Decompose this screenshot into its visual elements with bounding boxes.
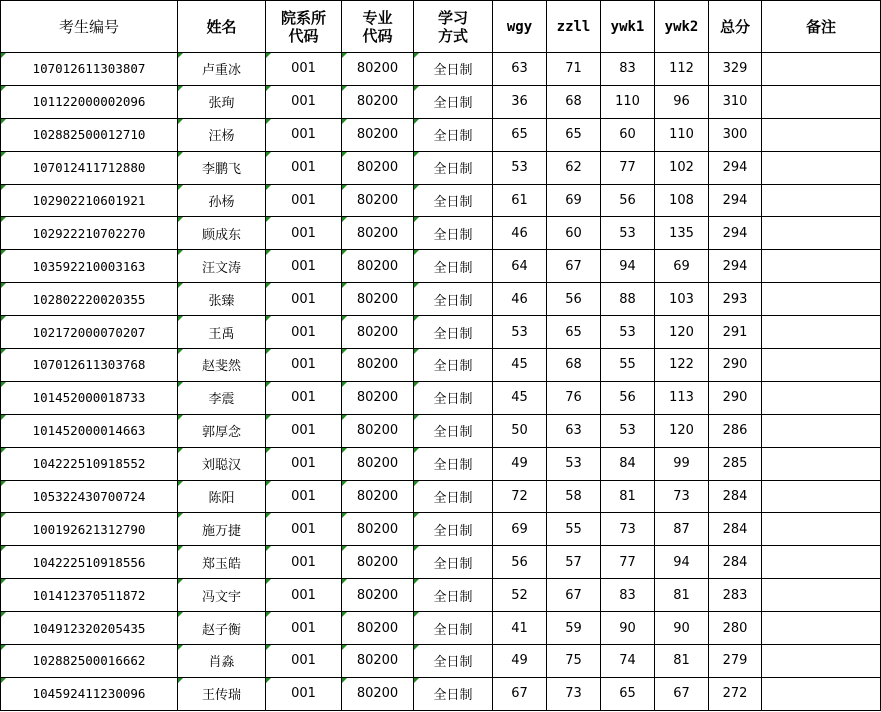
table-row <box>1 283 881 316</box>
cell-dept-code[interactable]: 001 <box>266 283 342 316</box>
header-exam-id[interactable]: 考生编号 <box>1 1 178 53</box>
cell-ywk1[interactable]: 77 <box>601 151 655 184</box>
cell-ywk1[interactable]: 90 <box>601 612 655 645</box>
cell-dept-code[interactable]: 001 <box>266 381 342 414</box>
cell-wgy[interactable]: 61 <box>493 184 547 217</box>
cell-zzll[interactable]: 67 <box>547 250 601 283</box>
cell-ywk2[interactable]: 94 <box>655 546 709 579</box>
cell-dept-code[interactable]: 001 <box>266 612 342 645</box>
cell-zzll[interactable]: 69 <box>547 184 601 217</box>
cell-total[interactable]: 294 <box>709 250 762 283</box>
cell-major-code[interactable]: 80200 <box>342 645 414 678</box>
cell-exam-id[interactable]: 105322430700724 <box>1 480 178 513</box>
cell-ywk1[interactable]: 53 <box>601 316 655 349</box>
cell-name[interactable]: 刘聪汉 <box>178 447 266 480</box>
cell-ywk1[interactable]: 65 <box>601 677 655 710</box>
cell-ywk1[interactable]: 110 <box>601 85 655 118</box>
cell-dept-code[interactable]: 001 <box>266 316 342 349</box>
cell-dept-code[interactable]: 001 <box>266 85 342 118</box>
cell-study-mode[interactable]: 全日制 <box>414 414 493 447</box>
cell-exam-id[interactable]: 107012411712880 <box>1 151 178 184</box>
cell-ywk1[interactable]: 55 <box>601 349 655 382</box>
table-row <box>1 118 881 151</box>
cell-total[interactable]: 294 <box>709 217 762 250</box>
cell-zzll[interactable]: 59 <box>547 612 601 645</box>
table-row <box>1 217 881 250</box>
cell-dept-code[interactable]: 001 <box>266 217 342 250</box>
header-major-code[interactable] <box>342 1 414 53</box>
cell-exam-id[interactable]: 103592210003163 <box>1 250 178 283</box>
cell-major-code[interactable]: 80200 <box>342 283 414 316</box>
table-row <box>1 480 881 513</box>
cell-wgy[interactable]: 45 <box>493 349 547 382</box>
cell-zzll[interactable]: 60 <box>547 217 601 250</box>
cell-major-code[interactable]: 80200 <box>342 612 414 645</box>
cell-study-mode[interactable]: 全日制 <box>414 677 493 710</box>
cell-ywk2[interactable]: 110 <box>655 118 709 151</box>
cell-remark[interactable] <box>762 612 881 645</box>
table-row <box>1 151 881 184</box>
table-row <box>1 612 881 645</box>
cell-remark[interactable] <box>762 118 881 151</box>
cell-zzll[interactable]: 56 <box>547 283 601 316</box>
cell-remark[interactable] <box>762 316 881 349</box>
cell-ywk1[interactable]: 83 <box>601 579 655 612</box>
cell-zzll[interactable]: 68 <box>547 349 601 382</box>
cell-ywk2[interactable]: 96 <box>655 85 709 118</box>
cell-zzll[interactable]: 58 <box>547 480 601 513</box>
cell-major-code[interactable]: 80200 <box>342 381 414 414</box>
cell-name[interactable]: 郭厚念 <box>178 414 266 447</box>
cell-name[interactable]: 汪杨 <box>178 118 266 151</box>
cell-zzll[interactable]: 57 <box>547 546 601 579</box>
cell-wgy[interactable]: 46 <box>493 283 547 316</box>
cell-study-mode[interactable]: 全日制 <box>414 217 493 250</box>
cell-ywk2[interactable]: 135 <box>655 217 709 250</box>
cell-total[interactable]: 291 <box>709 316 762 349</box>
cell-total[interactable]: 293 <box>709 283 762 316</box>
header-study-mode[interactable] <box>414 1 493 53</box>
cell-ywk2[interactable]: 99 <box>655 447 709 480</box>
cell-name[interactable]: 郑玉皓 <box>178 546 266 579</box>
cell-remark[interactable] <box>762 546 881 579</box>
table-row <box>1 53 881 86</box>
cell-major-code[interactable]: 80200 <box>342 349 414 382</box>
cell-study-mode[interactable]: 全日制 <box>414 250 493 283</box>
cell-dept-code[interactable]: 001 <box>266 349 342 382</box>
cell-ywk1[interactable]: 74 <box>601 645 655 678</box>
cell-remark[interactable] <box>762 381 881 414</box>
cell-ywk2[interactable]: 67 <box>655 677 709 710</box>
cell-dept-code[interactable]: 001 <box>266 414 342 447</box>
cell-total[interactable]: 279 <box>709 645 762 678</box>
cell-wgy[interactable]: 72 <box>493 480 547 513</box>
cell-name[interactable]: 陈阳 <box>178 480 266 513</box>
cell-total[interactable]: 284 <box>709 480 762 513</box>
cell-total[interactable]: 294 <box>709 184 762 217</box>
header-row <box>1 1 881 53</box>
cell-exam-id[interactable]: 100192621312790 <box>1 513 178 546</box>
cell-major-code[interactable]: 80200 <box>342 316 414 349</box>
cell-wgy[interactable]: 64 <box>493 250 547 283</box>
cell-ywk1[interactable]: 56 <box>601 381 655 414</box>
cell-zzll[interactable]: 65 <box>547 316 601 349</box>
header-major-code-label: 专业代码 <box>362 8 393 45</box>
header-study-mode-label: 学习方式 <box>437 8 468 45</box>
cell-study-mode[interactable]: 全日制 <box>414 316 493 349</box>
cell-ywk2[interactable]: 81 <box>655 645 709 678</box>
cell-total[interactable]: 300 <box>709 118 762 151</box>
cell-name[interactable]: 赵子衡 <box>178 612 266 645</box>
cell-exam-id[interactable]: 104222510918556 <box>1 546 178 579</box>
cell-major-code[interactable]: 80200 <box>342 480 414 513</box>
cell-remark[interactable] <box>762 645 881 678</box>
cell-study-mode[interactable]: 全日制 <box>414 612 493 645</box>
cell-exam-id[interactable]: 102802220020355 <box>1 283 178 316</box>
cell-major-code[interactable]: 80200 <box>342 85 414 118</box>
cell-wgy[interactable]: 67 <box>493 677 547 710</box>
cell-study-mode[interactable]: 全日制 <box>414 579 493 612</box>
cell-remark[interactable] <box>762 480 881 513</box>
cell-remark[interactable] <box>762 283 881 316</box>
cell-major-code[interactable]: 80200 <box>342 217 414 250</box>
header-dept-code-label: 院系所代码 <box>280 8 326 45</box>
cell-remark[interactable] <box>762 349 881 382</box>
cell-name[interactable]: 卢重冰 <box>178 53 266 86</box>
cell-study-mode[interactable]: 全日制 <box>414 513 493 546</box>
cell-ywk2[interactable]: 108 <box>655 184 709 217</box>
header-dept-code[interactable] <box>266 1 342 53</box>
cell-study-mode[interactable]: 全日制 <box>414 151 493 184</box>
cell-ywk2[interactable]: 87 <box>655 513 709 546</box>
cell-name[interactable]: 孙杨 <box>178 184 266 217</box>
cell-ywk2[interactable]: 120 <box>655 414 709 447</box>
cell-total[interactable]: 310 <box>709 85 762 118</box>
cell-major-code[interactable]: 80200 <box>342 151 414 184</box>
cell-name[interactable]: 李震 <box>178 381 266 414</box>
cell-name[interactable]: 汪文涛 <box>178 250 266 283</box>
cell-zzll[interactable]: 63 <box>547 414 601 447</box>
cell-wgy[interactable]: 69 <box>493 513 547 546</box>
cell-total[interactable]: 290 <box>709 349 762 382</box>
cell-wgy[interactable]: 56 <box>493 546 547 579</box>
table-row <box>1 184 881 217</box>
cell-major-code[interactable]: 80200 <box>342 250 414 283</box>
cell-total[interactable]: 280 <box>709 612 762 645</box>
cell-total[interactable]: 284 <box>709 546 762 579</box>
cell-major-code[interactable]: 80200 <box>342 118 414 151</box>
cell-wgy[interactable]: 41 <box>493 612 547 645</box>
cell-major-code[interactable]: 80200 <box>342 53 414 86</box>
cell-study-mode[interactable]: 全日制 <box>414 447 493 480</box>
header-ywk1[interactable]: ywk1 <box>601 1 655 53</box>
cell-name[interactable]: 肖淼 <box>178 645 266 678</box>
cell-major-code[interactable]: 80200 <box>342 513 414 546</box>
cell-exam-id[interactable]: 101122000002096 <box>1 85 178 118</box>
cell-name[interactable]: 王传瑞 <box>178 677 266 710</box>
cell-dept-code[interactable]: 001 <box>266 677 342 710</box>
cell-exam-id[interactable]: 102172000070207 <box>1 316 178 349</box>
cell-study-mode[interactable]: 全日制 <box>414 546 493 579</box>
cell-exam-id[interactable]: 104592411230096 <box>1 677 178 710</box>
cell-dept-code[interactable]: 001 <box>266 513 342 546</box>
cell-major-code[interactable]: 80200 <box>342 677 414 710</box>
cell-ywk2[interactable]: 102 <box>655 151 709 184</box>
cell-total[interactable]: 284 <box>709 513 762 546</box>
cell-zzll[interactable]: 62 <box>547 151 601 184</box>
cell-wgy[interactable]: 46 <box>493 217 547 250</box>
cell-remark[interactable] <box>762 677 881 710</box>
cell-remark[interactable] <box>762 250 881 283</box>
table-row <box>1 447 881 480</box>
cell-zzll[interactable]: 67 <box>547 579 601 612</box>
cell-ywk1[interactable]: 94 <box>601 250 655 283</box>
cell-study-mode[interactable]: 全日制 <box>414 645 493 678</box>
cell-ywk1[interactable]: 53 <box>601 414 655 447</box>
cell-remark[interactable] <box>762 85 881 118</box>
header-wgy[interactable]: wgy <box>493 1 547 53</box>
cell-zzll[interactable]: 75 <box>547 645 601 678</box>
cell-study-mode[interactable]: 全日制 <box>414 184 493 217</box>
cell-zzll[interactable]: 76 <box>547 381 601 414</box>
cell-ywk1[interactable]: 60 <box>601 118 655 151</box>
cell-wgy[interactable]: 49 <box>493 447 547 480</box>
table-row <box>1 645 881 678</box>
cell-ywk1[interactable]: 88 <box>601 283 655 316</box>
cell-total[interactable]: 329 <box>709 53 762 86</box>
cell-dept-code[interactable]: 001 <box>266 546 342 579</box>
cell-major-code[interactable]: 80200 <box>342 447 414 480</box>
header-ywk2[interactable]: ywk2 <box>655 1 709 53</box>
cell-remark[interactable] <box>762 513 881 546</box>
cell-major-code[interactable]: 80200 <box>342 546 414 579</box>
cell-study-mode[interactable]: 全日制 <box>414 381 493 414</box>
table-row <box>1 349 881 382</box>
cell-wgy[interactable]: 52 <box>493 579 547 612</box>
cell-zzll[interactable]: 65 <box>547 118 601 151</box>
table-body <box>1 53 881 711</box>
cell-study-mode[interactable]: 全日制 <box>414 53 493 86</box>
cell-total[interactable]: 272 <box>709 677 762 710</box>
cell-dept-code[interactable]: 001 <box>266 447 342 480</box>
cell-ywk2[interactable]: 69 <box>655 250 709 283</box>
cell-zzll[interactable]: 71 <box>547 53 601 86</box>
cell-name[interactable]: 赵斐然 <box>178 349 266 382</box>
cell-zzll[interactable]: 55 <box>547 513 601 546</box>
cell-dept-code[interactable]: 001 <box>266 151 342 184</box>
cell-name[interactable]: 张珣 <box>178 85 266 118</box>
cell-exam-id[interactable]: 102922210702270 <box>1 217 178 250</box>
header-zzll[interactable]: zzll <box>547 1 601 53</box>
table-row <box>1 546 881 579</box>
cell-ywk1[interactable]: 56 <box>601 184 655 217</box>
cell-wgy[interactable]: 49 <box>493 645 547 678</box>
cell-ywk2[interactable]: 90 <box>655 612 709 645</box>
cell-remark[interactable] <box>762 184 881 217</box>
cell-zzll[interactable]: 68 <box>547 85 601 118</box>
table-row <box>1 677 881 710</box>
cell-exam-id[interactable]: 107012611303768 <box>1 349 178 382</box>
table-row <box>1 85 881 118</box>
cell-remark[interactable] <box>762 151 881 184</box>
cell-study-mode[interactable]: 全日制 <box>414 349 493 382</box>
cell-ywk1[interactable]: 77 <box>601 546 655 579</box>
cell-dept-code[interactable]: 001 <box>266 480 342 513</box>
cell-wgy[interactable]: 53 <box>493 316 547 349</box>
cell-remark[interactable] <box>762 53 881 86</box>
cell-ywk1[interactable]: 84 <box>601 447 655 480</box>
cell-wgy[interactable]: 53 <box>493 151 547 184</box>
cell-name[interactable]: 顾成东 <box>178 217 266 250</box>
cell-wgy[interactable]: 63 <box>493 53 547 86</box>
cell-exam-id[interactable]: 107012611303807 <box>1 53 178 86</box>
cell-ywk2[interactable]: 113 <box>655 381 709 414</box>
cell-ywk1[interactable]: 53 <box>601 217 655 250</box>
cell-exam-id[interactable]: 102882500012710 <box>1 118 178 151</box>
cell-zzll[interactable]: 73 <box>547 677 601 710</box>
cell-major-code[interactable]: 80200 <box>342 184 414 217</box>
cell-exam-id[interactable]: 101452000018733 <box>1 381 178 414</box>
table-row <box>1 579 881 612</box>
cell-ywk2[interactable]: 73 <box>655 480 709 513</box>
cell-remark[interactable] <box>762 579 881 612</box>
cell-name[interactable]: 施万捷 <box>178 513 266 546</box>
cell-study-mode[interactable]: 全日制 <box>414 283 493 316</box>
header-name[interactable]: 姓名 <box>178 1 266 53</box>
cell-exam-id[interactable]: 104912320205435 <box>1 612 178 645</box>
cell-remark[interactable] <box>762 217 881 250</box>
cell-major-code[interactable]: 80200 <box>342 414 414 447</box>
cell-exam-id[interactable]: 102902210601921 <box>1 184 178 217</box>
cell-total[interactable]: 286 <box>709 414 762 447</box>
cell-exam-id[interactable]: 104222510918552 <box>1 447 178 480</box>
cell-wgy[interactable]: 65 <box>493 118 547 151</box>
cell-total[interactable]: 290 <box>709 381 762 414</box>
cell-wgy[interactable]: 50 <box>493 414 547 447</box>
cell-wgy[interactable]: 36 <box>493 85 547 118</box>
cell-ywk2[interactable]: 103 <box>655 283 709 316</box>
cell-ywk2[interactable]: 112 <box>655 53 709 86</box>
cell-name[interactable]: 王禹 <box>178 316 266 349</box>
table-row <box>1 513 881 546</box>
cell-dept-code[interactable]: 001 <box>266 53 342 86</box>
cell-exam-id[interactable]: 101412370511872 <box>1 579 178 612</box>
cell-name[interactable]: 冯文宇 <box>178 579 266 612</box>
cell-remark[interactable] <box>762 414 881 447</box>
cell-ywk2[interactable]: 81 <box>655 579 709 612</box>
table-row <box>1 381 881 414</box>
cell-dept-code[interactable]: 001 <box>266 118 342 151</box>
cell-name[interactable]: 张臻 <box>178 283 266 316</box>
cell-remark[interactable] <box>762 447 881 480</box>
table-row <box>1 250 881 283</box>
table-row <box>1 316 881 349</box>
cell-dept-code[interactable]: 001 <box>266 184 342 217</box>
cell-wgy[interactable]: 45 <box>493 381 547 414</box>
cell-dept-code[interactable]: 001 <box>266 645 342 678</box>
header-remark[interactable]: 备注 <box>762 1 881 53</box>
cell-dept-code[interactable]: 001 <box>266 579 342 612</box>
cell-exam-id[interactable]: 102882500016662 <box>1 645 178 678</box>
cell-name[interactable]: 李鹏飞 <box>178 151 266 184</box>
cell-study-mode[interactable]: 全日制 <box>414 480 493 513</box>
cell-major-code[interactable]: 80200 <box>342 579 414 612</box>
cell-study-mode[interactable]: 全日制 <box>414 85 493 118</box>
cell-study-mode[interactable]: 全日制 <box>414 118 493 151</box>
cell-ywk1[interactable]: 83 <box>601 53 655 86</box>
cell-ywk2[interactable]: 120 <box>655 316 709 349</box>
cell-total[interactable]: 285 <box>709 447 762 480</box>
cell-ywk1[interactable]: 81 <box>601 480 655 513</box>
cell-total[interactable]: 294 <box>709 151 762 184</box>
header-total[interactable]: 总分 <box>709 1 762 53</box>
cell-ywk2[interactable]: 122 <box>655 349 709 382</box>
cell-ywk1[interactable]: 73 <box>601 513 655 546</box>
cell-zzll[interactable]: 53 <box>547 447 601 480</box>
cell-total[interactable]: 283 <box>709 579 762 612</box>
cell-dept-code[interactable]: 001 <box>266 250 342 283</box>
cell-exam-id[interactable]: 101452000014663 <box>1 414 178 447</box>
table-row <box>1 414 881 447</box>
